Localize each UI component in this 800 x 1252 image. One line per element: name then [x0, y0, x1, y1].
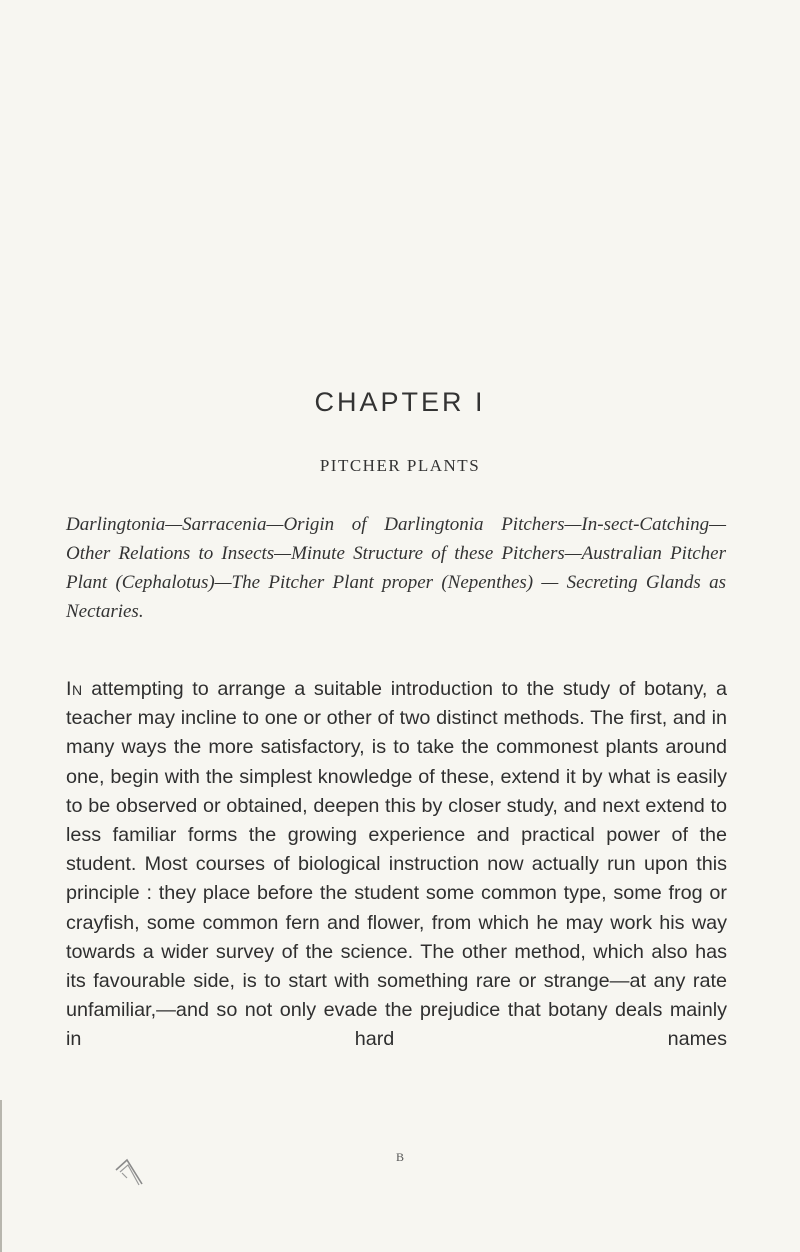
chapter-title: PITCHER PLANTS [319, 456, 481, 475]
chapter-synopsis: Darlingtonia—Sarracenia—Origin of Darlingtonia Pitchers—In-sect-Catching—Other Relations to Insects—Minute Structure of these Pitchers—Australian Pitcher Plant (Cephalotus)—The Pitcher Plant proper (Nepenthes) — Secreting Glands as Nectaries. [66, 514, 726, 622]
paragraph-text: attempting to arrange a suitable introduction to the study of botany, a teacher may incline to one or other of two distinct methods. The first, and in many ways the more satisfactory, is to take the commonest plants around one, begin with the simplest knowledge of these, extend it by what is easily to be observed or obtained, deepen this by closer study, and next extend to less familiar forms the growing experience and practical power of the student. Most courses of biological instruction now actually run upon this principle : they place before the student some common type, some frog or crayfish, some common fern and flower, from which he may work his way towards a wider survey of the science. The other method, which also has its favourable side, is to start with something rare or strange—at any rate unfamiliar,—and so not only evade the prejudice that botany deals mainly in hard names [66, 678, 727, 1051]
body-paragraph [66, 675, 727, 1055]
printer-mark-icon [112, 1156, 146, 1190]
chapter-heading: CHAPTER I [314, 387, 486, 417]
paragraph-lead-word: In [66, 678, 83, 700]
signature-mark: B [395, 1150, 404, 1164]
page-edge-shadow [0, 1100, 4, 1252]
